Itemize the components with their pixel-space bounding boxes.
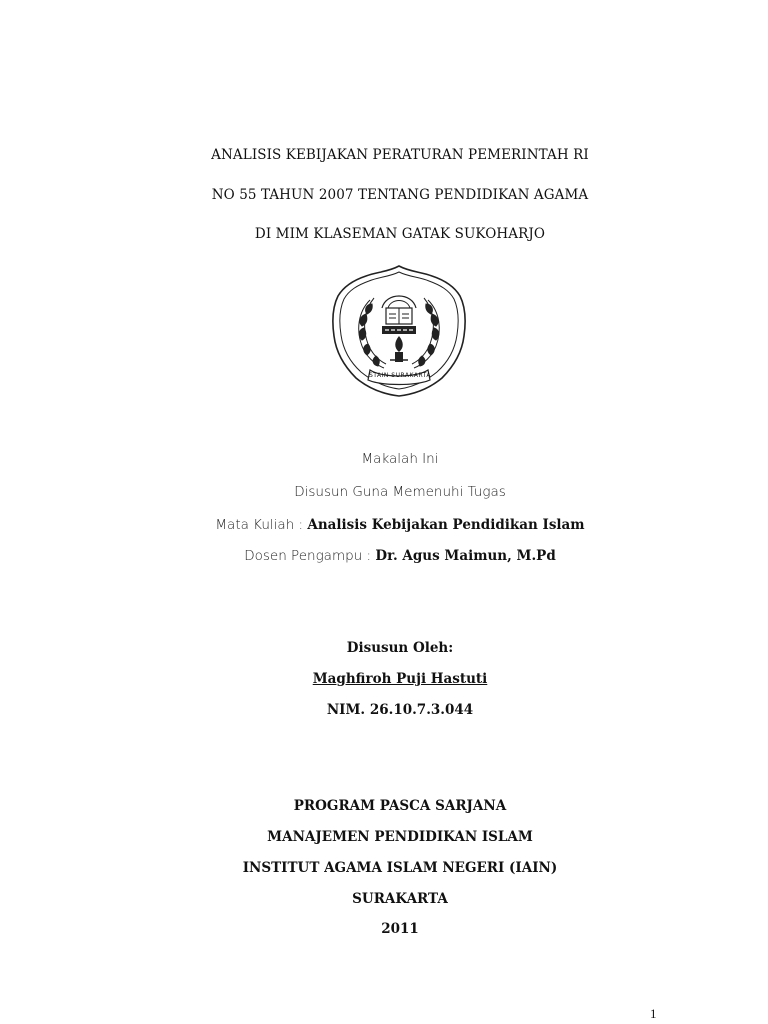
- course-value: Analisis Kebijakan Pendidikan Islam: [307, 517, 585, 533]
- author-name-text: Maghfiroh Puji Hastuti: [312, 671, 488, 687]
- institution-line-3: INSTITUT AGAMA ISLAM NEGERI (IAIN): [242, 860, 558, 876]
- author-heading: Disusun Oleh:: [346, 640, 454, 656]
- page-number: 1: [650, 1006, 657, 1021]
- institution-city: SURAKARTA: [352, 891, 448, 907]
- lecturer-label: Dosen Pengampu :: [244, 548, 372, 564]
- makalah-text: Makalah Ini: [361, 451, 439, 467]
- author-nim: NIM. 26.10.7.3.044: [326, 702, 474, 718]
- author-name: [0, 671, 768, 687]
- lecturer-line: [0, 548, 768, 564]
- assignment-text: Disusun Guna Memenuhi Tugas: [294, 484, 506, 500]
- institution-line-2: MANAJEMEN PENDIDIKAN ISLAM: [267, 829, 533, 845]
- institution-line-1: PROGRAM PASCA SARJANA: [293, 798, 507, 814]
- seal-banner-text: STAIN SURAKARTA: [369, 372, 431, 379]
- assignment-line: [0, 484, 768, 500]
- institution-year: 2011: [381, 921, 419, 937]
- makalah-line: [0, 451, 768, 467]
- lecturer-value: Dr. Agus Maimun, M.Pd: [375, 548, 556, 564]
- title-line-2: NO 55 TAHUN 2007 TENTANG PENDIDIKAN AGAMA: [211, 187, 589, 203]
- course-label: Mata Kuliah :: [215, 517, 304, 533]
- title-line-3: DI MIM KLASEMAN GATAK SUKOHARJO: [254, 226, 546, 242]
- course-line: [0, 517, 768, 533]
- title-line-1: ANALISIS KEBIJAKAN PERATURAN PEMERINTAH RI: [211, 147, 589, 163]
